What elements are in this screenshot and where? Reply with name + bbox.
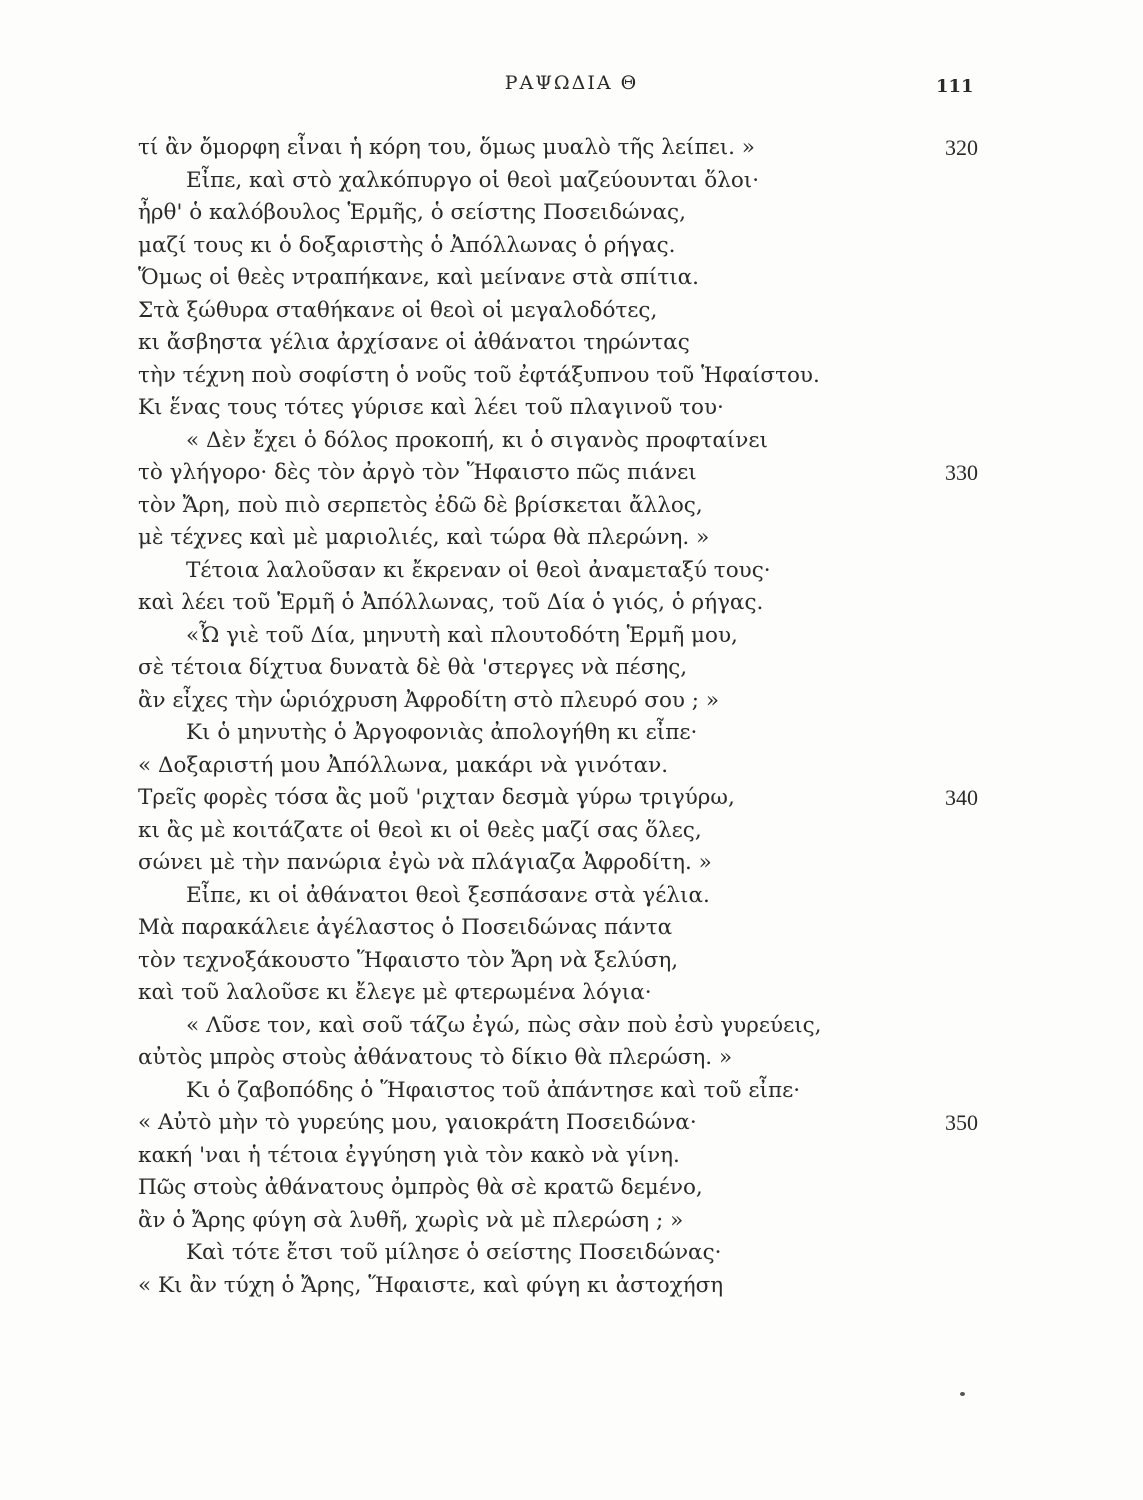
verse-line [138,912,978,945]
line-number: 340 [945,785,978,810]
verse-line-text: Εἶπε, καὶ στὸ χαλκόπυργο οἱ θεοὶ μαζεύουνται ὅλοι· [186,167,760,193]
verse-line-text: τὸν τεχνοξάκουστο Ἥφαιστο τὸν Ἄρη νὰ ξελύση, [138,947,679,973]
verse-line [138,1270,978,1303]
verse-line [138,685,978,718]
verse-line-text: κι ἂς μὲ κοιτάζατε οἱ θεοὶ κι οἱ θεὲς μαζί σας ὅλες, [138,817,702,843]
verse-line-text: κακή 'ναι ἡ τέτοια ἐγγύηση γιὰ τὸν κακὸ νὰ γίνη. [138,1142,680,1168]
print-speck [960,1392,965,1396]
verse-line-text: « Αὐτὸ μὴν τὸ γυρεύης μου, γαιοκράτη Ποσειδώνα· [138,1110,697,1135]
verse-line-text: ἦρθ' ὁ καλόβουλος Ἑρμῆς, ὁ σείστης Ποσειδώνας, [138,200,686,225]
verse-line-text: σὲ τέτοια δίχτυα δυνατὰ δὲ θὰ 'στεργες νὰ πέσης, [138,655,688,680]
verse-line-text: Ὅμως οἱ θεὲς ντραπήκανε, καὶ μείνανε στὰ σπίτια. [138,265,700,290]
verse-line [138,490,978,523]
verse-line-text: Μὰ παρακάλειε ἀγέλαστος ὁ Ποσειδώνας πάντα [138,915,673,940]
verse-line [138,750,978,783]
verse-line-text: Στὰ ξώθυρα σταθήκανε οἱ θεοὶ οἱ μεγαλοδότες, [138,297,658,323]
verse-line-text: Καὶ τότε ἔτσι τοῦ μίλησε ὁ σείστης Ποσειδώνας· [186,1240,722,1265]
verse-line [138,132,978,165]
verse-line-text: « Δὲν ἔχει ὁ δόλος προκοπή, κι ὁ σιγανὸς προφταίνει [186,427,768,453]
verse-line-text: Πῶς στοὺς ἀθάνατους ὀμπρὸς θὰ σὲ κρατῶ δεμένο, [138,1175,703,1200]
verse-line [138,880,978,913]
verse-line [138,1042,978,1075]
page-number: 111 [936,76,974,97]
verse-line [138,327,978,360]
verse-line [138,587,978,620]
verse-line [138,197,978,230]
verse-line [138,1172,978,1205]
verse-line-text: καὶ λέει τοῦ Ἑρμῆ ὁ Ἀπόλλωνας, τοῦ Δία ὁ γιός, ὁ ρήγας. [138,590,764,615]
verse-line-text: τὸ γλήγορο· δὲς τὸν ἀργὸ τὸν Ἥφαιστο πῶς πιάνει [138,460,697,485]
verse-line [138,295,978,328]
verse-line [138,652,978,685]
verse-line-text: καὶ τοῦ λαλοῦσε κι ἔλεγε μὲ φτερωμένα λόγια· [138,980,652,1005]
verse-line-text: « Κι ἂν τύχη ὁ Ἄρης, Ἥφαιστε, καὶ φύγη κι ἀστοχήση [138,1272,724,1298]
verse-line-text: ἂν εἶχες τὴν ὡριόχρυση Ἀφροδίτη στὸ πλευρό σου ; » [138,687,720,713]
verse-text-block [138,132,978,1302]
verse-line-text: τί ἂν ὄμορφη εἶναι ἡ κόρη του, ὅμως μυαλὸ τῆς λείπει. » [138,135,755,160]
verse-line-text: τὸν Ἄρη, ποὺ πιὸ σερπετὸς ἐδῶ δὲ βρίσκεται ἄλλος, [138,492,703,518]
verse-line-text: Τρεῖς φορὲς τόσα ἂς μοῦ 'ριχταν δεσμὰ γύρω τριγύρω, [138,785,735,810]
line-number: 350 [945,1110,978,1135]
verse-line [138,1107,978,1140]
verse-line [138,522,978,555]
verse-line [138,230,978,263]
verse-line [138,782,978,815]
line-number: 330 [945,460,978,485]
verse-line-text: « Δοξαριστή μου Ἀπόλλωνα, μακάρι νὰ γινόταν. [138,752,669,778]
verse-line-text: ἂν ὁ Ἄρης φύγη σὰ λυθῆ, χωρὶς νὰ μὲ πλερώση ; » [138,1207,684,1233]
verse-line [138,1010,978,1043]
verse-line [138,425,978,458]
verse-line-text: μὲ τέχνες καὶ μὲ μαριολιές, καὶ τώρα θὰ πλερώνη. » [138,525,710,550]
verse-line-text: « Λῦσε τον, καὶ σοῦ τάζω ἐγώ, πὼς σὰν ποὺ ἐσὺ γυρεύεις, [186,1012,822,1038]
verse-line-text: Τέτοια λαλοῦσαν κι ἔκρεναν οἱ θεοὶ ἀναμεταξύ τους· [186,557,771,583]
verse-line-text: αὐτὸς μπρὸς στοὺς ἀθάνατους τὸ δίκιο θὰ πλερώση. » [138,1045,733,1070]
verse-line [138,1205,978,1238]
verse-line [138,555,978,588]
verse-line [138,717,978,750]
verse-line [138,262,978,295]
verse-line [138,360,978,393]
verse-line [138,392,978,425]
verse-line [138,1237,978,1270]
running-head-title: ΡΑΨΩΔΙΑ Θ [504,72,639,94]
verse-line [138,1075,978,1108]
verse-line [138,457,978,490]
line-number: 320 [945,135,978,160]
verse-line [138,847,978,880]
verse-line-text: Εἶπε, κι οἱ ἀθάνατοι θεοὶ ξεσπάσανε στὰ γέλια. [186,882,710,908]
verse-line-text: «Ὦ γιὲ τοῦ Δία, μηνυτὴ καὶ πλουτοδότη Ἑρμῆ μου, [186,622,738,648]
verse-line [138,977,978,1010]
verse-line [138,945,978,978]
verse-line [138,620,978,653]
verse-line-text: τὴν τέχνη ποὺ σοφίστη ὁ νοῦς τοῦ ἐφτάξυπνου τοῦ Ἡφαίστου. [138,362,820,388]
verse-line-text: Κι ἕνας τους τότες γύρισε καὶ λέει τοῦ πλαγινοῦ του· [138,395,724,420]
verse-line-text: κι ἄσβηστα γέλια ἀρχίσανε οἱ ἀθάνατοι τηρώντας [138,330,690,355]
verse-line-text: Κι ὁ ζαβοπόδης ὁ Ἥφαιστος τοῦ ἀπάντησε καὶ τοῦ εἶπε· [186,1077,801,1103]
verse-line-text: Κι ὁ μηνυτὴς ὁ Ἀργοφονιὰς ἀπολογήθη κι εἶπε· [186,720,698,745]
verse-line [138,1140,978,1173]
verse-line [138,815,978,848]
verse-line [138,165,978,198]
verse-line-text: μαζί τους κι ὁ δοξαριστὴς ὁ Ἀπόλλωνας ὁ ρήγας. [138,232,676,258]
verse-line-text: σώνει μὲ τὴν πανώρια ἐγὼ νὰ πλάγιαζα Ἀφροδίτη. » [138,850,712,875]
